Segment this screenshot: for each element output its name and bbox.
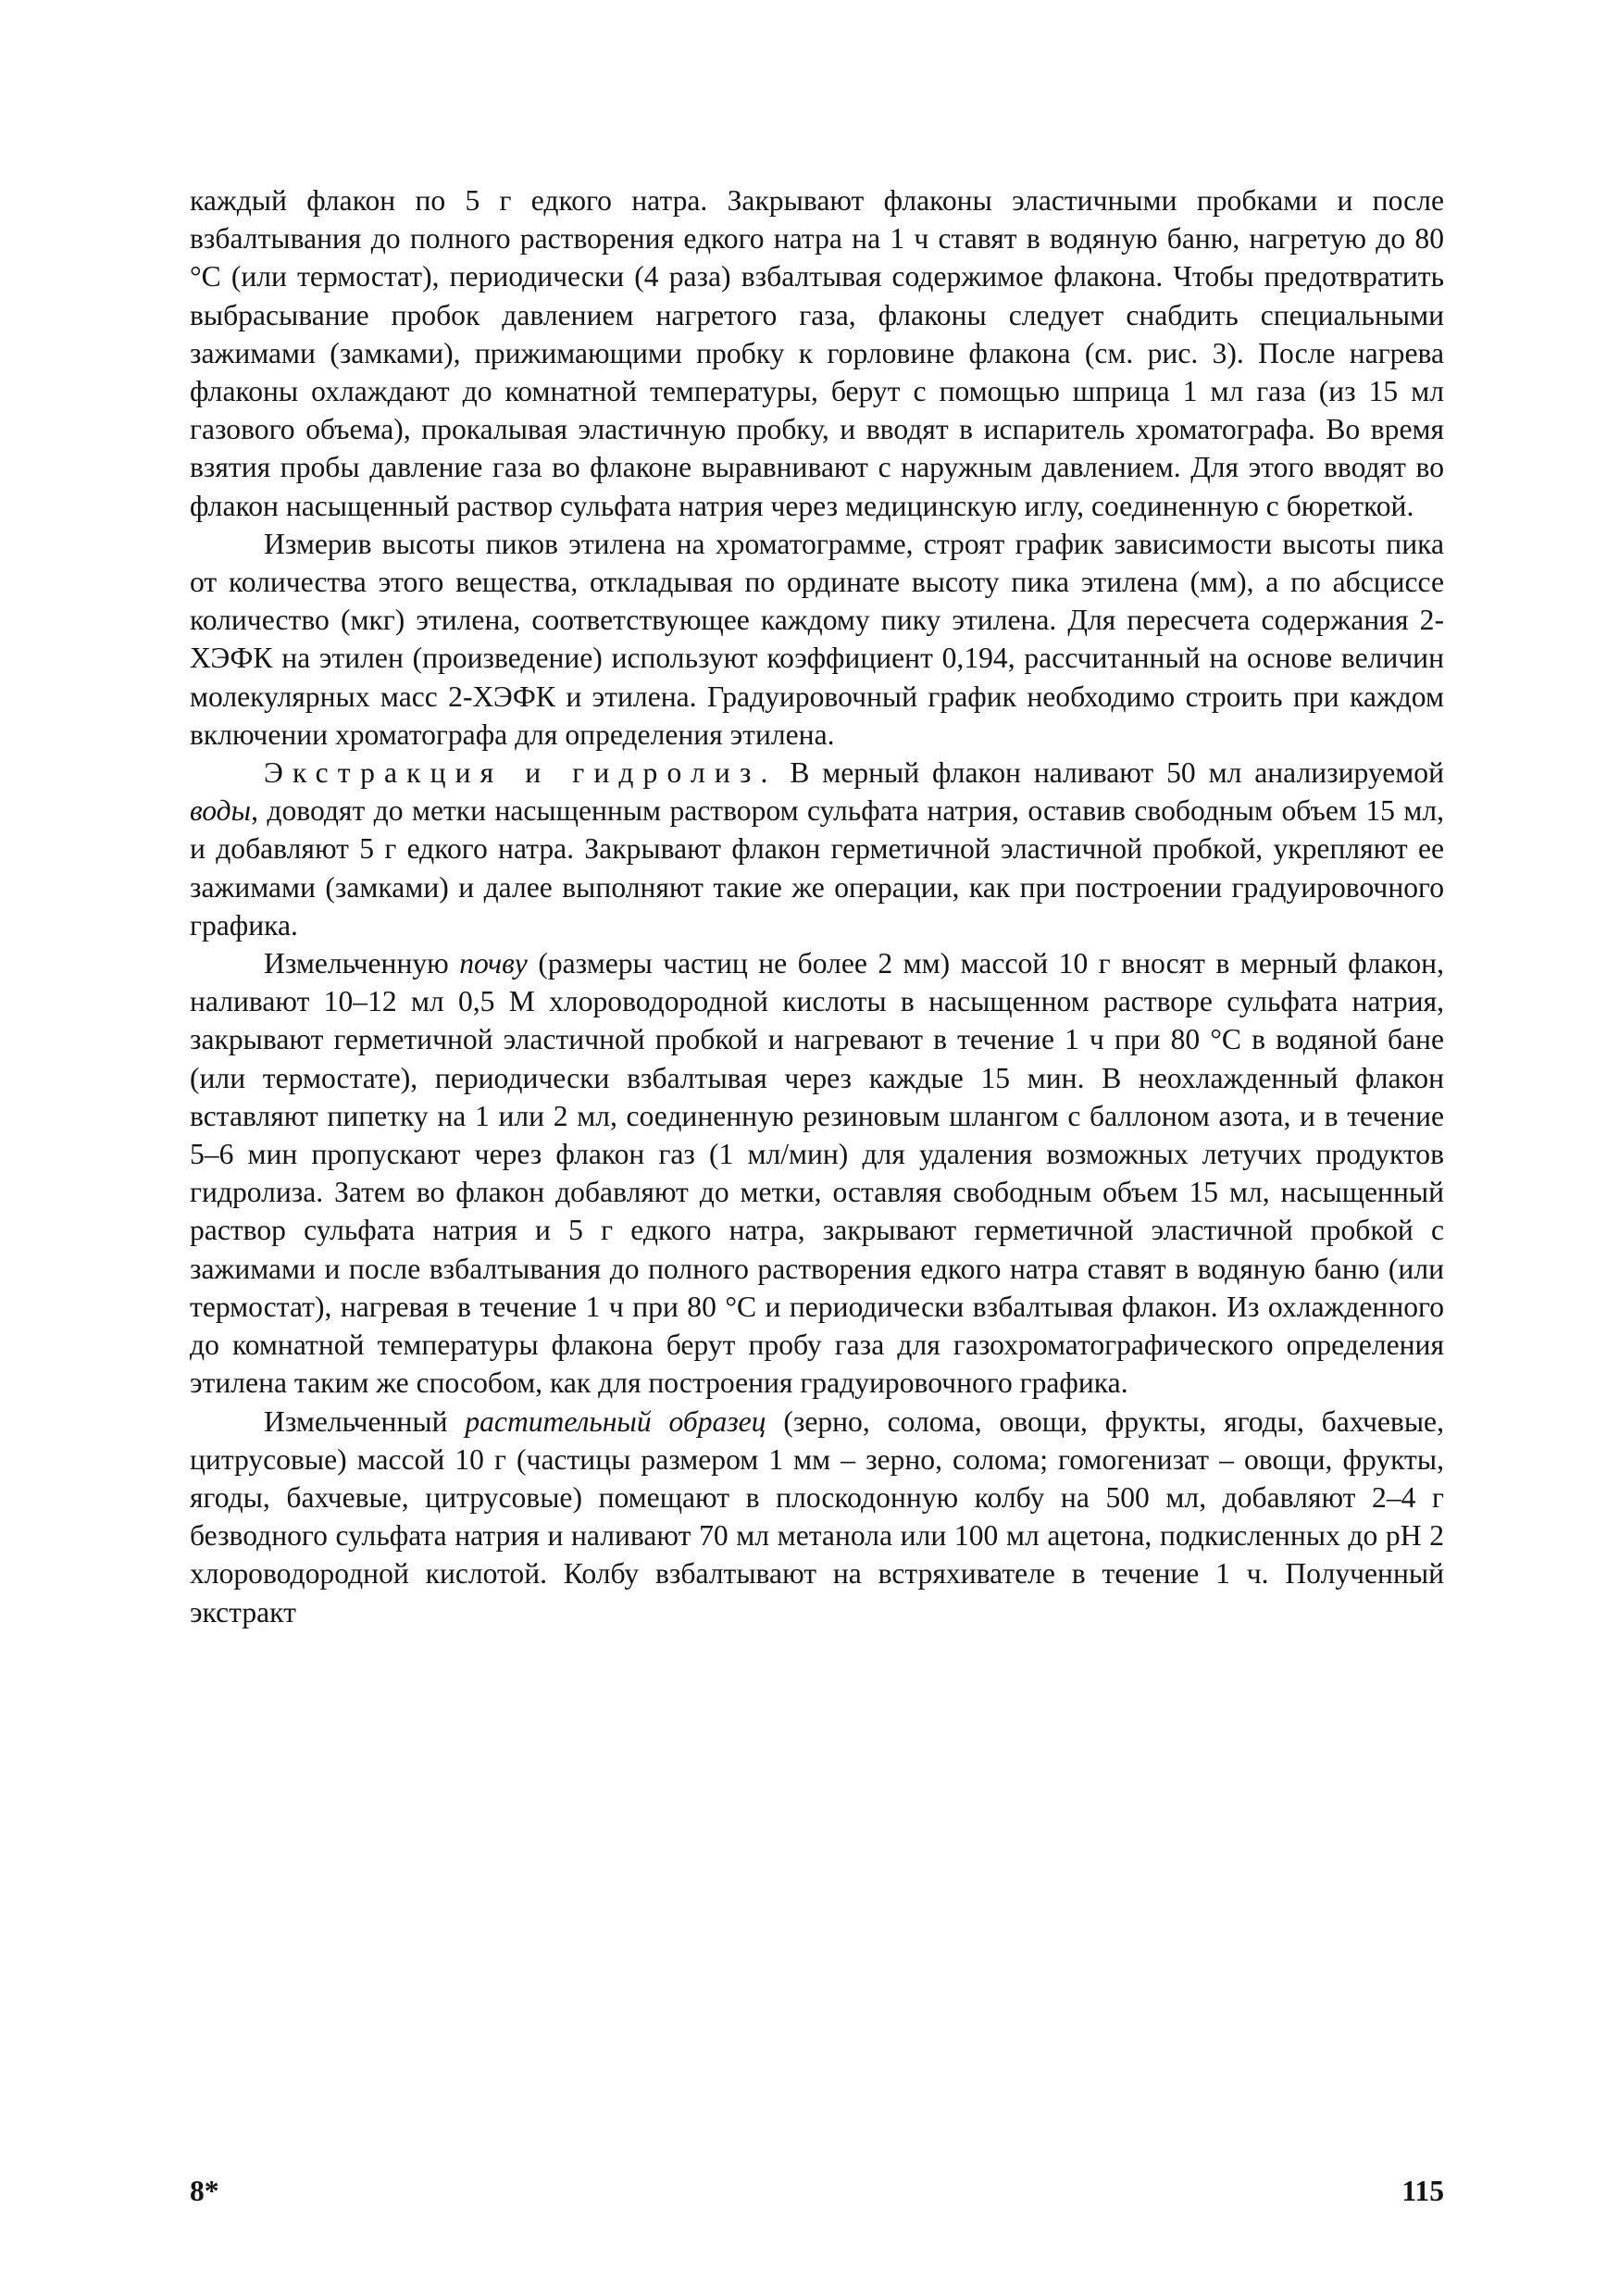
paragraph-4-text-a: Измельченную — [264, 947, 460, 980]
term-plant-sample: растительный образец — [465, 1404, 766, 1438]
paragraph-2 — [190, 525, 1444, 754]
section-heading-extraction: Экстракция и гидролиз. — [264, 756, 778, 790]
paragraph-3 — [190, 754, 1444, 944]
paragraph-3-text-b: , доводят до метки насыщенным раствором сульфата натрия, оставив свободным объем 15 мл, и добавляют 5 г едкого натра. Закрывают флакон герметичной эластичной пробкой, укрепляют ее зажимами (замками) и далее выполняют такие же операции, как при построении градуировочного графика. — [190, 794, 1444, 942]
term-water: воды — [190, 794, 252, 828]
paragraph-1-text: каждый флакон по 5 г едкого натра. Закрывают флаконы эластичными пробками и после взбалтывания до полного растворения едкого натра на 1 ч ставят в водяную баню, нагретую до 80 °С (или термостат), периодически (4 раза) взбалтывая содержимое флакона. Чтобы предотвратить выбрасывание пробок давлением нагретого газа, флаконы следует снабдить специальными зажимами (замками), прижимающими пробку к горловине флакона (см. рис. 3). После нагрева флаконы охлаждают до комнатной температуры, берут с помощью шприца 1 мл газа (из 15 мл газового объема), прокалывая эластичную пробку, и вводят в испаритель хроматографа. Во время взятия пробы давление газа во флаконе выравнивают с наружным давлением. Для этого вводят во флакон насыщенный раствор сульфата натрия через медицинскую иглу, соединенную с бюреткой. — [190, 184, 1444, 522]
paragraph-3-text-a: В мерный флакон наливают 50 мл анализируемой — [777, 756, 1444, 790]
page-footer — [190, 2172, 1444, 2213]
paragraph-5-text-b: (зерно, солома, овощи, фрукты, ягоды, бахчевые, цитрусовые) массой 10 г (частицы размером 1 мм – зерно, солома; гомогенизат – овощи, фрукты, ягоды, бахчевые, цитрусовые) помещают в плоскодонную колбу на 500 мл, добавляют 2–4 г безводного сульфата натрия и наливают 70 мл метанола или 100 мл ацетона, подкисленных до рН 2 хлороводородной кислотой. Колбу взбалтывают на встряхивателе в течение 1 ч. Полученный экстракт — [190, 1404, 1444, 1628]
paragraph-1 — [190, 181, 1444, 525]
paragraph-5-text-a: Измельченный — [264, 1404, 466, 1438]
paragraph-4-text-b: (размеры частиц не более 2 мм) массой 10 г вносят в мерный флакон, наливают 10–12 мл 0,5 М хлороводородной кислоты в насыщенном растворе сульфата натрия, закрывают герметичной эластичной пробкой и нагревают в течение 1 ч при 80 °С в водяной бане (или термостате), периодически взбалтывая через каждые 15 мин. В неохлажденный флакон вставляют пипетку на 1 или 2 мл, соединенную резиновым шлангом с баллоном азота, и в течение 5–6 мин пропускают через флакон газ (1 мл/мин) для удаления возможных летучих продуктов гидролиза. Затем во флакон добавляют до метки, оставляя свободным объем 15 мл, насыщенный раствор сульфата натрия и 5 г едкого натра, закрывают герметичной эластичной пробкой с зажимами и после взбалтывания до полного растворения едкого натра ставят в водяную баню (или термостат), нагревая в течение 1 ч при 80 °С и периодически взбалтывая флакон. Из охлажденного до комнатной температуры флакона берут пробу газа для газохроматографического определения этилена таким же способом, как для построения градуировочного графика. — [190, 947, 1444, 1400]
term-soil: почву — [459, 947, 528, 980]
document-page — [190, 181, 1444, 2227]
page-number: 115 — [1401, 2175, 1444, 2207]
paragraph-4 — [190, 944, 1444, 1402]
signature-mark: 8* — [190, 2175, 219, 2207]
paragraph-2-text: Измерив высоты пиков этилена на хроматограмме, строят график зависимости высоты пика от количества этого вещества, откладывая по ординате высоту пика этилена (мм), а по абсциссе количество (мкг) этилена, соответствующее каждому пику этилена. Для пересчета содержания 2-ХЭФК на этилен (произведение) используют коэффициент 0,194, рассчитанный на основе величин молекулярных масс 2-ХЭФК и этилена. Градуировочный график необходимо строить при каждом включении хроматографа для определения этилена. — [190, 527, 1444, 751]
paragraph-5 — [190, 1403, 1444, 1631]
